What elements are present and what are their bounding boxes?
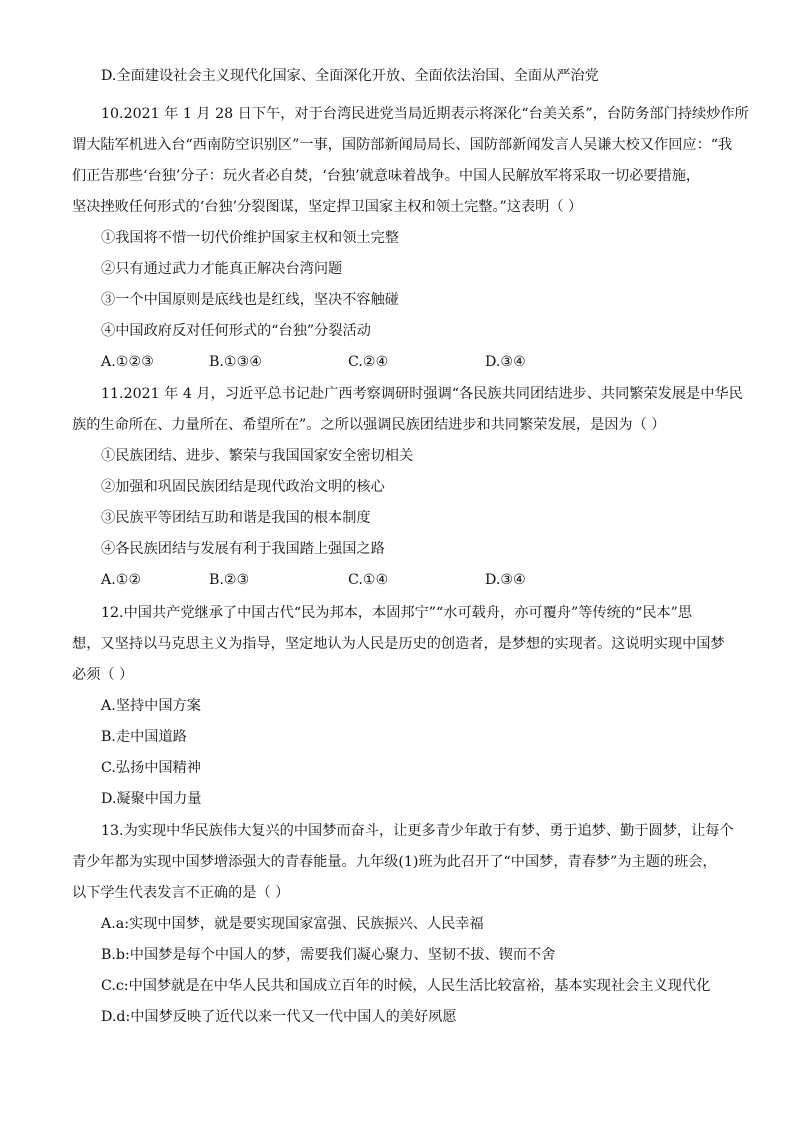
q12-stem-line: 12.中国共产党继承了中国古代“民为邦本，本固邦宁”“水可载舟，亦可覆舟”等传统的“民本”思	[101, 605, 693, 621]
q10-statement: ④中国政府反对任何形式的“台独”分裂活动	[101, 323, 371, 339]
q10-choice-c: C.②④	[348, 354, 389, 370]
q10-stem-line: 们正告那些‘台独’分子：玩火者必自焚，‘台独’就意味着战争。中国人民解放军将采取一切必要措施，	[72, 168, 701, 184]
q10-choices	[101, 352, 701, 372]
q13-stem-line: 13.为实现中华民族伟大复兴的中国梦而奋斗，让更多青少年敢于有梦、勇于追梦、勤于圆梦，让每个	[101, 823, 734, 839]
q11-statement: ③民族平等团结互助和谐是我国的根本制度	[101, 510, 371, 526]
q13-option-a: A.a:实现中国梦，就是要实现国家富强、民族振兴、人民幸福	[101, 916, 484, 932]
q12-stem-line: 必须（ ）	[72, 667, 134, 683]
q10-stem-line: 谓大陆军机进入台“西南防空识别区”一事，国防部新闻局局长、国防部新闻发言人吴谦大校又作回应：“我	[72, 137, 733, 153]
q10-choice-b: B.①③④	[209, 354, 263, 370]
q12-stem-line: 想，又坚持以马克思主义为指导，坚定地认为人民是历史的创造者，是梦想的实现者。这说明实现中国梦	[72, 636, 725, 652]
q12-option-d: D.凝聚中国力量	[101, 791, 202, 807]
q13-stem-line: 以下学生代表发言不正确的是（ ）	[72, 885, 290, 901]
q10-statement: ②只有通过武力才能真正解决台湾问题	[101, 261, 343, 277]
q10-stem-line: 10.2021 年 1 月 28 日下午，对于台湾民进党当局近期表示将深化“台美关系”，台防务部门持续炒作所	[101, 106, 749, 122]
q13-stem-line: 青少年都为实现中国梦增添强大的青春能量。九年级(1)班为此召开了“中国梦，青春梦”为主题的班会，	[72, 854, 717, 870]
q10-choice-d: D.③④	[485, 354, 526, 370]
q10-statement: ①我国将不惜一切代价维护国家主权和领土完整	[101, 230, 399, 246]
q11-choices	[101, 570, 701, 590]
q11-stem-line: 11.2021 年 4 月，习近平总书记赴广西考察调研时强调“各民族共同团结进步、共同繁荣发展是中华民	[101, 386, 743, 402]
q9-option-d: D.全面建设社会主义现代化国家、全面深化开放、全面依法治国、全面从严治党	[101, 68, 599, 84]
q11-stem-line: 族的生命所在、力量所在、希望所在”。之所以强调民族团结进步和共同繁荣发展，是因为（ ）	[72, 417, 666, 433]
q11-statement: ②加强和巩固民族团结是现代政治文明的核心	[101, 479, 385, 495]
q12-option-b: B.走中国道路	[101, 729, 187, 745]
q11-choice-b: B.②③	[209, 572, 250, 588]
q10-choice-a: A.①②③	[101, 354, 154, 370]
q11-statement: ④各民族团结与发展有利于我国踏上强国之路	[101, 541, 385, 557]
q11-choice-d: D.③④	[485, 572, 526, 588]
q13-option-c: C.c:中国梦就是在中华人民共和国成立百年的时候，人民生活比较富裕，基本实现社会主义现代化	[101, 978, 711, 994]
q11-choice-a: A.①②	[101, 572, 142, 588]
q13-option-b: B.b:中国梦是每个中国人的梦，需要我们凝心聚力、坚韧不拔、锲而不舍	[101, 947, 556, 963]
q10-stem-line: 坚决挫败任何形式的‘台独’分裂图谋，坚定捍卫国家主权和领土完整。”这表明（ ）	[72, 199, 583, 215]
q12-option-c: C.弘扬中国精神	[101, 760, 201, 776]
q13-option-d: D.d:中国梦反映了近代以来一代又一代中国人的美好夙愿	[101, 1009, 457, 1025]
q12-option-a: A.坚持中国方案	[101, 698, 201, 714]
q11-statement: ①民族团结、进步、繁荣与我国国家安全密切相关	[101, 448, 414, 464]
q10-statement: ③一个中国原则是底线也是红线，坚决不容触碰	[101, 292, 399, 308]
q11-choice-c: C.①④	[348, 572, 389, 588]
